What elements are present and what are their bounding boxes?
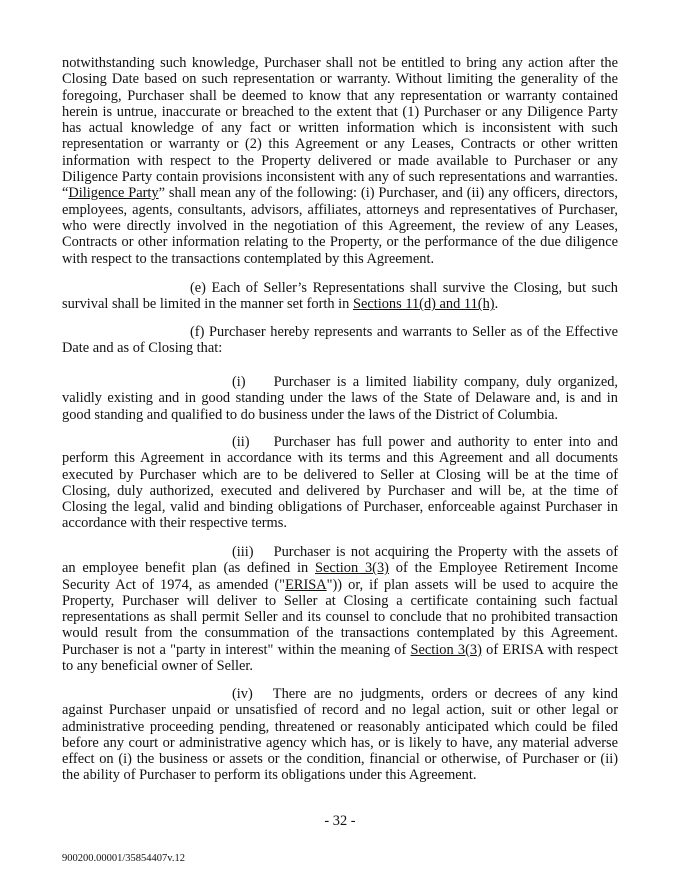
paragraph-text: of ERISA with respect to any beneficial owner of Seller. — [62, 641, 618, 675]
paragraph-text: . — [494, 296, 499, 313]
paragraph-diligence-party — [62, 55, 618, 267]
section-reference: Sections 11(d) and 11(h) — [352, 296, 495, 313]
paragraph-text: ” shall mean any of the following: (i) Purchaser, and (ii) any officers, directors, employees, agents, consultants, advisors, affiliates, attorneys and representatives of Purchaser, who were directly involved in the negotiation of this Agreement, the review of any Leases, Contracts or other information relating to the Property, or the performance of the due diligence with respect to the transactions contemplated by this Agreement. — [62, 185, 618, 267]
paragraph-e — [62, 280, 618, 313]
defined-term-diligence-party: Diligence Party — [68, 185, 159, 202]
paragraph-text: of the Employee Retirement Income Security Act of 1974, as amended (" — [62, 560, 618, 593]
paragraph-text: Purchaser is not acquiring the Property with the assets of an employee benefit plan (as defined in — [62, 544, 618, 577]
item-number: (iii) — [232, 544, 254, 560]
item-number: (ii) — [232, 434, 250, 450]
paragraph-text: (e) Each of Seller’s Representations shall survive the Closing, but such survival shall be limited in the manner set forth in — [62, 280, 618, 313]
paragraph-text: There are no judgments, orders or decrees of any kind against Purchaser unpaid or unsatisfied of record and no legal action, suit or other legal or administrative proceeding pending, threatened or reasonably anticipated which could be filed before any court or administrative agency which has, or is likely to have, any material adverse effect on (i) the business or assets or the condition, financial or otherwise, of Purchaser or (ii) the ability of Purchaser to perform its obligations under this Agreement. — [62, 686, 618, 784]
item-number: (i) — [232, 374, 246, 390]
page-number: - 32 - — [324, 813, 356, 829]
item-number: (iv) — [232, 686, 253, 702]
paragraph-ii — [62, 434, 618, 532]
paragraph-text: ")) or, if plan assets will be used to acquire the Property, Purchaser will deliver to Seller at Closing a certificate containing such factual representations as shall permit Seller and its counsel to conclude that no prohibited transaction would result from the consummation of the transactions contemplated by this Agreement. Purchaser is not a "party in interest" within the meaning of — [62, 576, 618, 658]
paragraph-iii — [62, 544, 618, 674]
paragraph-text: Purchaser has full power and authority to enter into and perform this Agreement in accordance with its terms and this Agreement and all documents executed by Purchaser which are to be delivered to Seller at Closing will be at the time of Closing, duly authorized, executed and delivered by Purchaser and will be, at the time of Closing the legal, valid and binding obligations of Purchaser, enforceable against Purchaser in accordance with their respective terms. — [62, 434, 618, 532]
document-id: 900200.00001/35854407v.12 — [62, 853, 185, 864]
paragraph-f — [62, 324, 618, 357]
paragraph-iv — [62, 686, 618, 784]
paragraph-text: (f) Purchaser hereby represents and warrants to Seller as of the Effective Date and as of Closing that: — [62, 324, 618, 357]
section-reference: Section 3(3) — [315, 560, 389, 577]
section-reference: Section 3(3) — [410, 641, 482, 658]
paragraph-i — [62, 374, 618, 423]
paragraph-text: notwithstanding such knowledge, Purchaser shall not be entitled to bring any action after the Closing Date based on such representation or warranty. Without limiting the generality of the foregoing, Purchaser shall be deemed to know that any representation or warranty contained herein is untrue, inaccurate or breached to the extent that (1) Purchaser or any Diligence Party has actual knowledge of any fact or written information which is inconsistent with such representation or warranty or (2) this Agreement or any Leases, Contracts or other written information with respect to the Property delivered or made available to Purchaser or any Diligence Party contain provisions inconsistent with any of such representations and warranties. “ — [62, 55, 618, 202]
defined-term-erisa: ERISA — [285, 576, 327, 593]
paragraph-text: Purchaser is a limited liability company, duly organized, validly existing and in good standing under the laws of the State of Delaware and, is and in good standing and qualified to do business under the laws of the District of Columbia. — [62, 374, 618, 423]
